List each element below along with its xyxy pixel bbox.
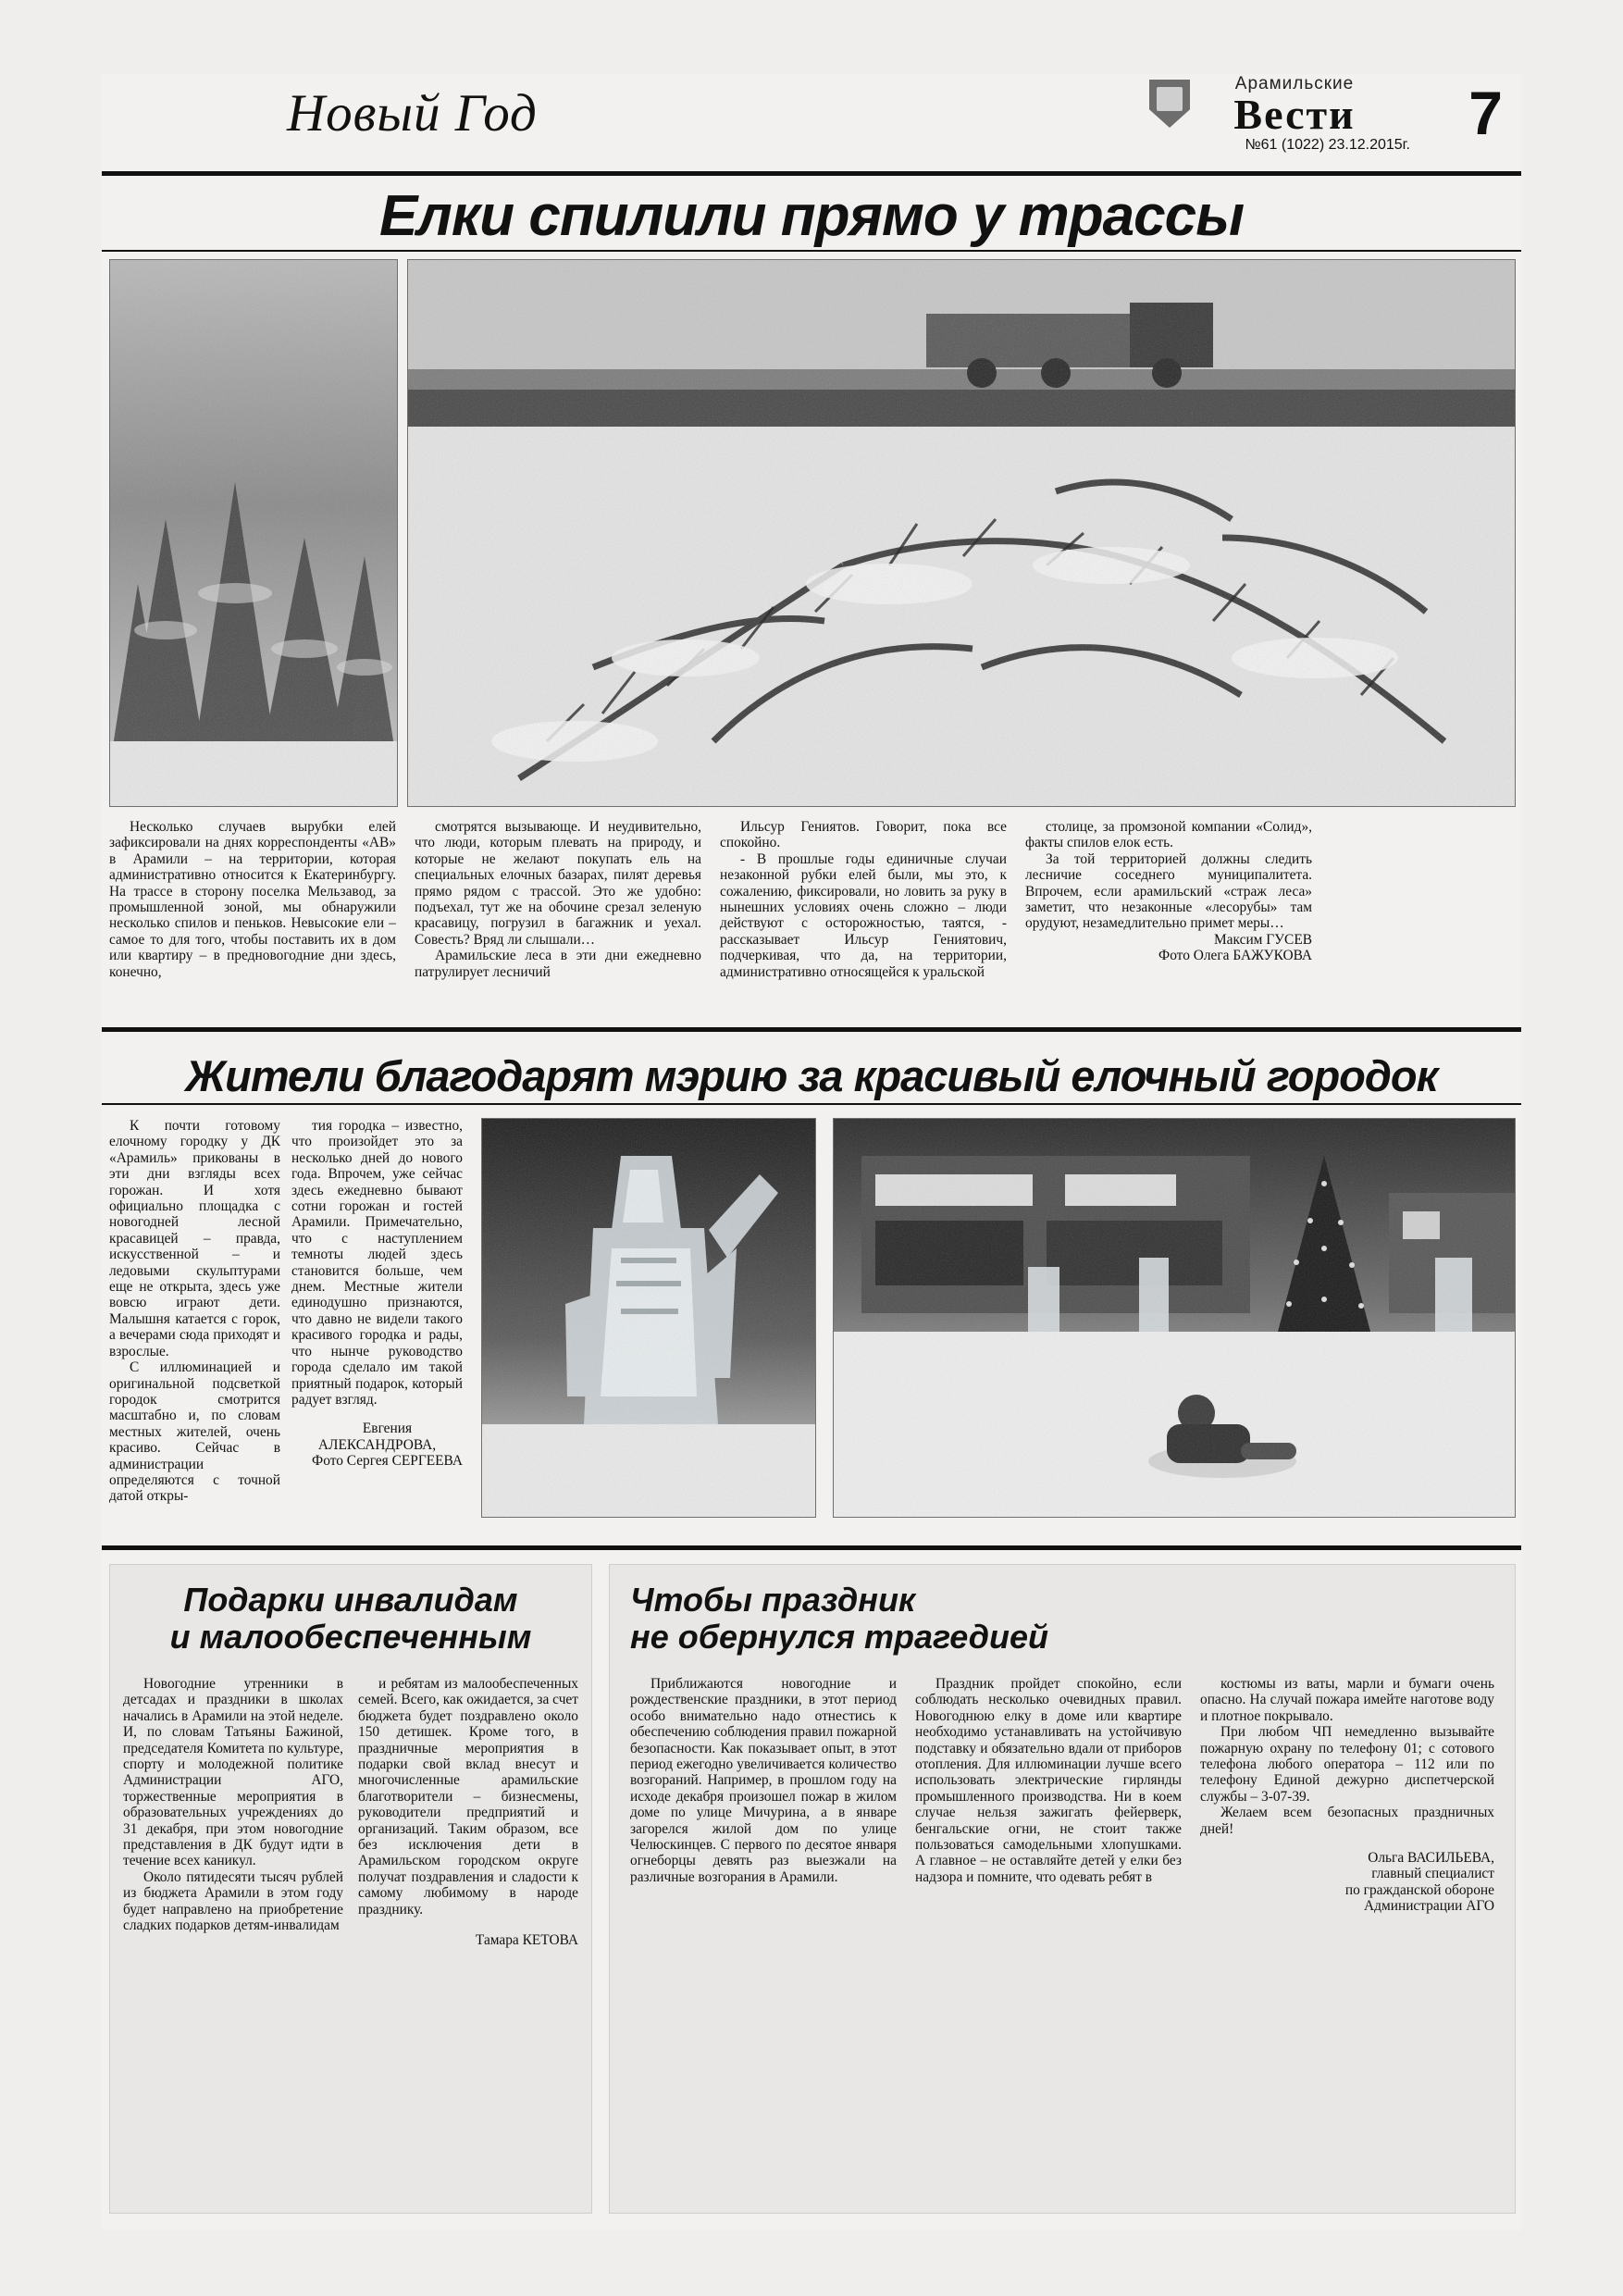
article4-headline-line1: Чтобы праздник <box>630 1581 916 1619</box>
newspaper-logo <box>1142 74 1410 138</box>
article1-col1-text: Несколько случаев вырубки елей зафиксировали на днях корреспонденты «АВ» в Арамили – на территории, которая административно относится к Екатеринбургу. На трассе в сторону поселка Мельзавод, за промышленной зоной, мы обнаружили несколько спилов и пеньков. Невысокие ели – самое то для того, чтобы поставить их в дом или квартиру – в предновогодние дни здесь, конечно, <box>109 819 396 980</box>
divider-article2-bottom <box>102 1545 1521 1550</box>
article3-panel <box>109 1564 592 2214</box>
masthead <box>102 74 1521 176</box>
logo-main-text: Вести <box>1233 91 1356 138</box>
article4-author-org: Администрации АГО <box>1364 1898 1494 1915</box>
article1-col4b-text: За той территорией должны следить лесничие соседнего муниципалитета. Впрочем, если арамильский «страж леса» заметит, что незаконные «лесорубы» там орудуют, незамедлительно примет меры… <box>1025 850 1312 932</box>
article2-author: Евгения АЛЕКСАНДРОВА, <box>317 1421 437 1453</box>
article1-photo-credit: Фото Олега БАЖУКОВА <box>1158 948 1312 964</box>
article4-headline-line2: не обернулся трагедией <box>630 1618 1049 1656</box>
photo-winter-forest <box>109 259 398 807</box>
article2-col2 <box>291 1118 463 1470</box>
article3-headline-line1: Подарки инвалидам <box>183 1581 518 1619</box>
article4-col2 <box>915 1676 1182 1885</box>
divider-article1-bottom <box>102 1027 1521 1032</box>
article1-col2-text: смотрятся вызывающе. И неудивительно, что люди, которым плевать на природу, и которые не желают покупать ель на специальных елочных базарах, пилят деревья прямо рядом с трассой. Это же удобно: подъехал, тут же на обочине срезал зеленую красавицу, погрузил в багажник и уехал. Совесть? Вряд ли слышали… <box>415 819 701 948</box>
divider-top <box>102 171 1521 176</box>
article3-col1 <box>123 1676 343 1934</box>
article4-author-title1: главный специалист <box>1371 1866 1494 1882</box>
article1-col1 <box>109 819 396 980</box>
article2-col1 <box>109 1118 280 1505</box>
article4-col3c-text: Желаем всем безопасных праздничных дней! <box>1200 1805 1494 1837</box>
article4-author: Ольга ВАСИЛЬЕВА, <box>1368 1850 1494 1867</box>
photo-cut-fir-roadside <box>407 259 1516 807</box>
article2-col1-text: К почти готовому елочному городку у ДК «Арамиль» прикованы в эти дни взгляды всех горожан. И хотя официально площадка с новогодней лесной красавицей – правда, искусственной – и ледовыми скульптурами еще не открыта, здесь уже вовсю играют дети. Малышня катается с горок, а вечерами сюда приходят и взрослые. <box>109 1118 280 1359</box>
article2-col1b-text: С иллюминацией и оригинальной подсветкой городок смотрится масштабно и, по словам местных жителей, очень красиво. Сейчас в администрации определяются с точной датой откры- <box>109 1359 280 1505</box>
section-title: Новый Год <box>287 84 538 143</box>
photo-town-square-tree <box>833 1118 1516 1518</box>
article1-col3 <box>720 819 1007 980</box>
article4-col1 <box>630 1676 897 1885</box>
photo-ice-sculpture <box>481 1118 816 1518</box>
article3-col2-text: и ребятам из малообеспеченных семей. Всего, как ожидается, за счет бюджета будет поздравлено около 150 детишек. Кроме того, в праздничные мероприятия в подарки свой вклад внесут и многочисленные арамильские благотворители – бизнесмены, руководители предприятий и организаций. Таким образом, все без исключения дети в Арамильском городском округе получат поздравления и сладости к самому любимому в народе празднику. <box>358 1676 578 1917</box>
article3-headline-line2: и малообеспеченным <box>169 1618 532 1656</box>
divider-under-headline-2 <box>102 1103 1521 1105</box>
article2-col2-text: тия городка – известно, что произойдет это за несколько дней до нового года. Впрочем, уже сейчас здесь ежедневно бывают сотни горожан и гостей Арамили. Примечательно, что с наступлением темноты людей здесь становится больше, чем днем. Местные жители единодушно признаются, что давно не видели такого красивого городка и рады, что нынче руководство города сделало им такой приятный подарок, который радует взгляд. <box>291 1118 463 1408</box>
article1-col3b-text: - В прошлые годы единичные случаи незаконной рубки елей были, мы это, к сожалению, фиксировали, но ловить за руку в нынешних условиях очень сложно – люди действуют с осторожностью, таятся, - рассказывает Ильсур Гениятович, подчеркивая, что да, на территории, административно относящейся к уральской <box>720 850 1007 980</box>
article3-author: Тамара КЕТОВА <box>475 1932 578 1949</box>
article4-col1-text: Приближаются новогодние и рождественские праздники, в этот период особо внимательно надо отнестись к обеспечению соблюдения правил пожарной безопасности. Как показывает опыт, в этот период ежегодно увеличивается количество возгораний. Например, в прошлом году на исходе декабря произошел пожар в жилом доме по улице Мичурина, а в январе загорелся жилой дом по улице Челюскинцев. С первого по десятое января огнеборцы девять раз выезжали на различные возгорания в Арамили. <box>630 1676 897 1885</box>
issue-line: №61 (1022) 23.12.2015г. <box>1245 137 1410 153</box>
article3-col2 <box>358 1676 578 1949</box>
divider-under-headline-1 <box>102 250 1521 252</box>
article3-col1-text: Новогодние утренники в детсадах и праздники в школах начались в Арамили на этой неделе. И, по словам Татьяны Бажиной, председателя Комитета по культуре, спорту и молодежной политике Администрации АГО, торжественные мероприятия в образовательных учреждениях до 31 декабря, при этом новогодние представления в ДК будут идти в течение всех каникул. <box>123 1676 343 1869</box>
article4-col3 <box>1200 1676 1494 1915</box>
article4-col2-text: Праздник пройдет спокойно, если соблюдать несколько очевидных правил. Новогоднюю елку в доме или квартире необходимо устанавливать на устойчивую подставку и обязательно вдали от приборов отопления. Для иллюминации лучше всего использовать электрические гирлянды промышленного производства. Ни в коем случае нельзя зажигать фейерверк, бенгальские огни, не стоит также пользоваться самодельными хлопушками. А главное – не оставляйте детей у елки без надзора и помните, что одевать ребят в <box>915 1676 1182 1885</box>
article2-photo-credit: Фото Сергея СЕРГЕЕВА <box>312 1453 463 1470</box>
page-sheet <box>102 74 1521 2230</box>
article4-author-title2: по гражданской обороне <box>1344 1881 1494 1898</box>
article1-col2 <box>415 819 701 980</box>
page-number: 7 <box>1468 79 1503 147</box>
article4-col3-text: костюмы из ваты, марли и бумаги очень опасно. На случай пожара имейте наготове воду и плотное покрывало. <box>1200 1676 1494 1724</box>
article1-col2b-text: Арамильские леса в эти дни ежедневно патрулирует лесничий <box>415 948 701 980</box>
article4-col3b-text: При любом ЧП немедленно вызывайте пожарную охрану по телефону 01; с сотового телефона любого оператора – 112 или по телефону Единой дежурно диспетчерской службы – 3-07-39. <box>1200 1724 1494 1805</box>
article1-col4 <box>1025 819 1312 964</box>
article1-col4-text: столице, за промзоной компании «Солид», факты спилов елок есть. <box>1025 819 1312 851</box>
article1-headline: Елки спилили прямо у трассы <box>378 184 1245 248</box>
article1-author: Максим ГУСЕВ <box>1214 931 1312 948</box>
article1-col3-text: Ильсур Гениятов. Говорит, пока все спокойно. <box>720 819 1007 851</box>
article4-panel <box>609 1564 1516 2214</box>
article3-col1b-text: Около пятидесяти тысяч рублей из бюджета Арамили в этом году будет направлено на приобретение сладких подарков детям-инвалидам <box>123 1868 343 1934</box>
article2-headline: Жители благодарят мэрию за красивый елочный городок <box>185 1051 1438 1100</box>
logo-top-text: Арамильские <box>1234 74 1355 93</box>
